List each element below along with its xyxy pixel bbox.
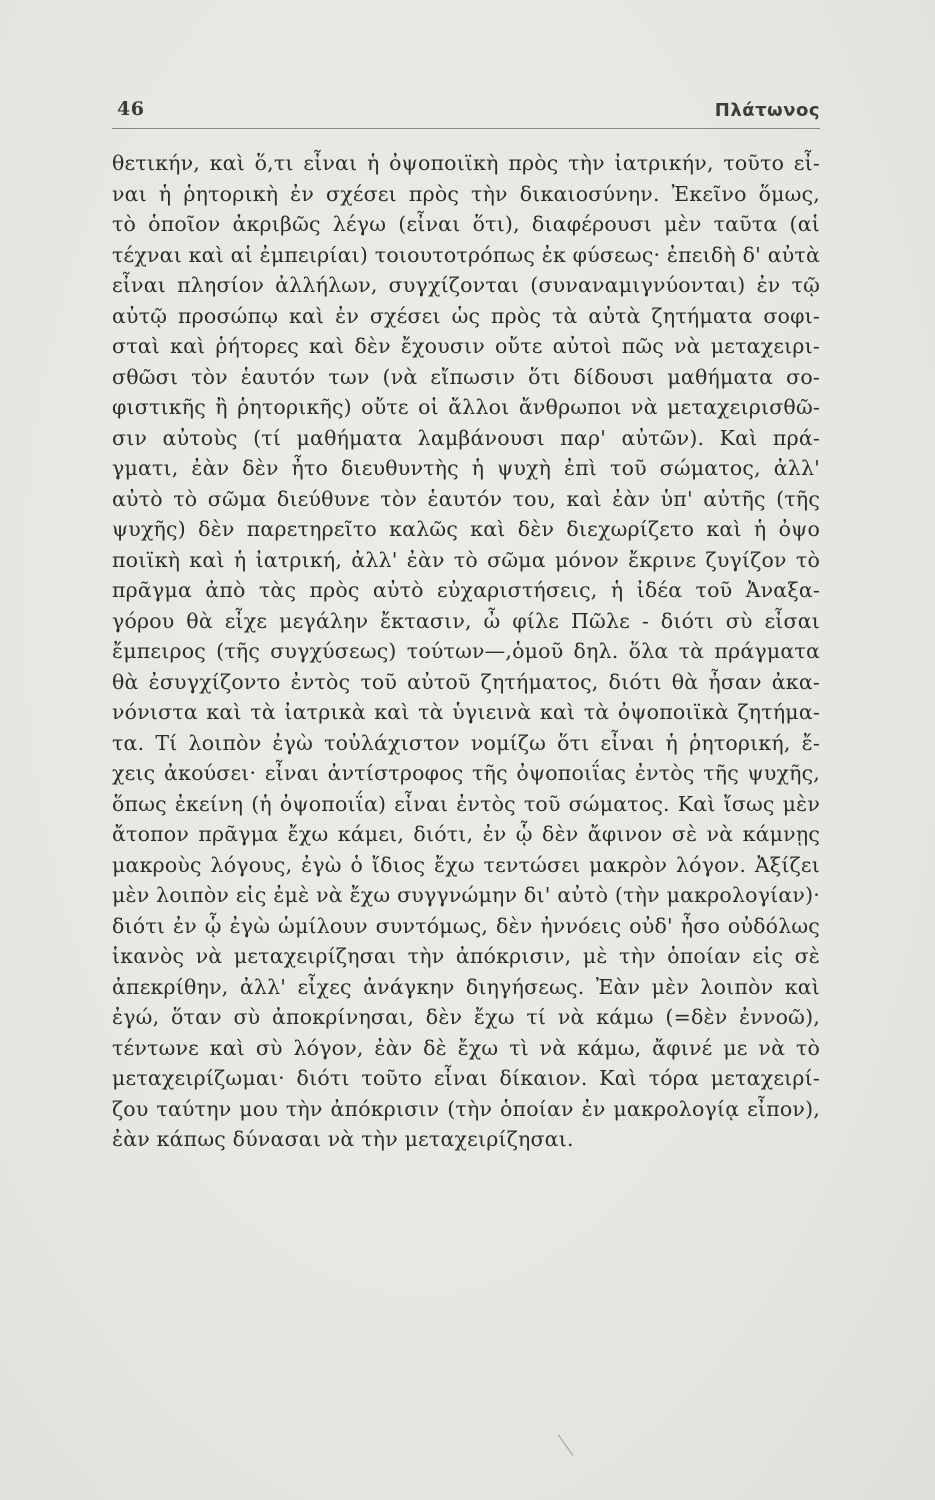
pencil-mark [558, 1434, 574, 1456]
text-line: αὐτὸ τὸ σῶμα διεύθυνε τὸν ἑαυτόν του, καὶ ἐὰν ὑπ' αὐτῆς (τῆς [112, 486, 820, 511]
text-line: σθῶσι τὸν ἑαυτόν των (νὰ εἴπωσιν ὅτι δίδουσι μαθήματα σο- [112, 364, 820, 389]
page-number: 46 [117, 98, 145, 120]
running-title: Πλάτωνος [714, 100, 820, 121]
text-line: ποιϊκὴ καὶ ἡ ἰατρική, ἀλλ' ἐὰν τὸ σῶμα μόνον ἔκρινε ζυγίζον τὸ [112, 547, 820, 572]
text-line: νόνιστα καὶ τὰ ἰατρικὰ καὶ τὰ ὑγιεινὰ καὶ τὰ ὀψοποιϊκὰ ζητήμα- [112, 700, 820, 724]
text-line: πρᾶγμα ἀπὸ τὰς πρὸς αὐτὸ εὐχαριστήσεις, ἡ ἰδέα τοῦ Ἀναξα- [112, 578, 820, 602]
text-line: τέχναι καὶ αἱ ἐμπειρίαι) τοιουτοτρόπως ἐκ φύσεως· ἐπειδὴ δ' αὐτὰ [112, 242, 820, 267]
text-line: ἄτοπον πρᾶγμα ἔχω κάμει, διότι, ἐν ᾧ δὲν ἄφινον σὲ νὰ κάμνῃς [112, 822, 820, 846]
body-text [112, 148, 820, 1155]
text-line: ἐγώ, ὅταν σὺ ἀποκρίνησαι, δὲν ἔχω τί νὰ κάμω (=δὲν ἐννοῶ), [112, 1005, 820, 1029]
text-line: γόρου θὰ εἶχε μεγάλην ἔκτασιν, ὦ φίλε Πῶλε - διότι σὺ εἶσαι [112, 608, 820, 633]
text-line: τα. Τί λοιπὸν ἐγὼ τοὐλάχιστον νομίζω ὅτι εἶναι ἡ ῥητορική, ἔ- [112, 730, 820, 755]
text-line: θετικήν, καὶ ὅ,τι εἶναι ἡ ὀψοποιϊκὴ πρὸς τὴν ἰατρικήν, τοῦτο εἶ- [112, 151, 820, 175]
text-line: εἶναι πλησίον ἀλλήλων, συγχίζονται (συναναμιγνύονται) ἐν τῷ [112, 273, 820, 297]
text-line: ναι ἡ ῥητορικὴ ἐν σχέσει πρὸς τὴν δικαιοσύνην. Ἐκεῖνο ὅμως, [112, 181, 820, 206]
text-line: τὸ ὁποῖον ἀκριβῶς λέγω (εἶναι ὅτι), διαφέρουσι μὲν ταῦτα (αἱ [112, 212, 820, 236]
text-line: μὲν λοιπὸν εἰς ἐμὲ νὰ ἔχω συγγνώμην δι' αὐτὸ (τὴν μακρολογίαν)· [112, 883, 820, 907]
text-line: θὰ ἐσυγχίζοντο ἐντὸς τοῦ αὐτοῦ ζητήματος, διότι θὰ ἦσαν ἀκα- [112, 669, 820, 694]
text-line: ψυχῆς) δὲν παρετηρεῖτο καλῶς καὶ δὲν διεχωρίζετο καὶ ἡ ὀψο [112, 517, 820, 541]
text-line: μακροὺς λόγους, ἐγὼ ὁ ἴδιος ἔχω τεντώσει μακρὸν λόγον. Ἀξίζει [112, 852, 820, 877]
text-line: σταὶ καὶ ῥήτορες καὶ δὲν ἔχουσιν οὔτε αὐτοὶ πῶς νὰ μεταχειρι- [112, 334, 820, 358]
text-line: μεταχειρίζωμαι· διότι τοῦτο εἶναι δίκαιον. Καὶ τόρα μεταχειρί- [112, 1066, 820, 1090]
text-line: φιστικῆς ἢ ῥητορικῆς) οὔτε οἱ ἄλλοι ἄνθρωποι νὰ μεταχειρισθῶ- [112, 395, 820, 419]
text-line: ὅπως ἐκείνη (ἡ ὀψοποιΐα) εἶναι ἐντὸς τοῦ σώματος. Καὶ ἴσως μὲν [112, 791, 820, 816]
text-line: αὐτῷ προσώπῳ καὶ ἐν σχέσει ὡς πρὸς τὰ αὐτὰ ζητήματα σοφι- [112, 303, 820, 328]
text-line-last: ἐὰν κάπως δύνασαι νὰ τὴν μεταχειρίζησαι. [112, 1127, 574, 1151]
text-line: ζου ταύτην μου τὴν ἀπόκρισιν (τὴν ὁποίαν ἐν μακρολογίᾳ εἶπον), [112, 1096, 820, 1121]
text-line: ἱκανὸς νὰ μεταχειρίζησαι τὴν ἀπόκρισιν, μὲ τὴν ὁποίαν εἰς σὲ [112, 944, 820, 968]
text-line: χεις ἀκούσει· εἶναι ἀντίστροφος τῆς ὀψοποιΐας ἐντὸς τῆς ψυχῆς, [112, 761, 820, 785]
text-line: ἀπεκρίθην, ἀλλ' εἶχες ἀνάγκην διηγήσεως. Ἐὰν μὲν λοιπὸν καὶ [112, 974, 820, 999]
text-line: τέντωνε καὶ σὺ λόγον, ἐὰν δὲ ἔχω τὶ νὰ κάμω, ἄφινέ με νὰ τὸ [112, 1035, 820, 1060]
text-line: διότι ἐν ᾧ ἐγὼ ὡμίλουν συντόμως, δὲν ἠννόεις οὐδ' ἦσο οὐδόλως [112, 913, 820, 938]
text-line: σιν αὐτοὺς (τί μαθήματα λαμβάνουσι παρ' αὐτῶν). Καὶ πρά- [112, 425, 820, 450]
text-line: γματι, ἐὰν δὲν ἦτο διευθυντὴς ἡ ψυχὴ ἐπὶ τοῦ σώματος, ἀλλ' [112, 456, 820, 480]
text-line: ἔμπειρος (τῆς συγχύσεως) τούτων—,ὁμοῦ δηλ. ὅλα τὰ πράγματα [112, 639, 820, 663]
page-header [112, 92, 820, 129]
